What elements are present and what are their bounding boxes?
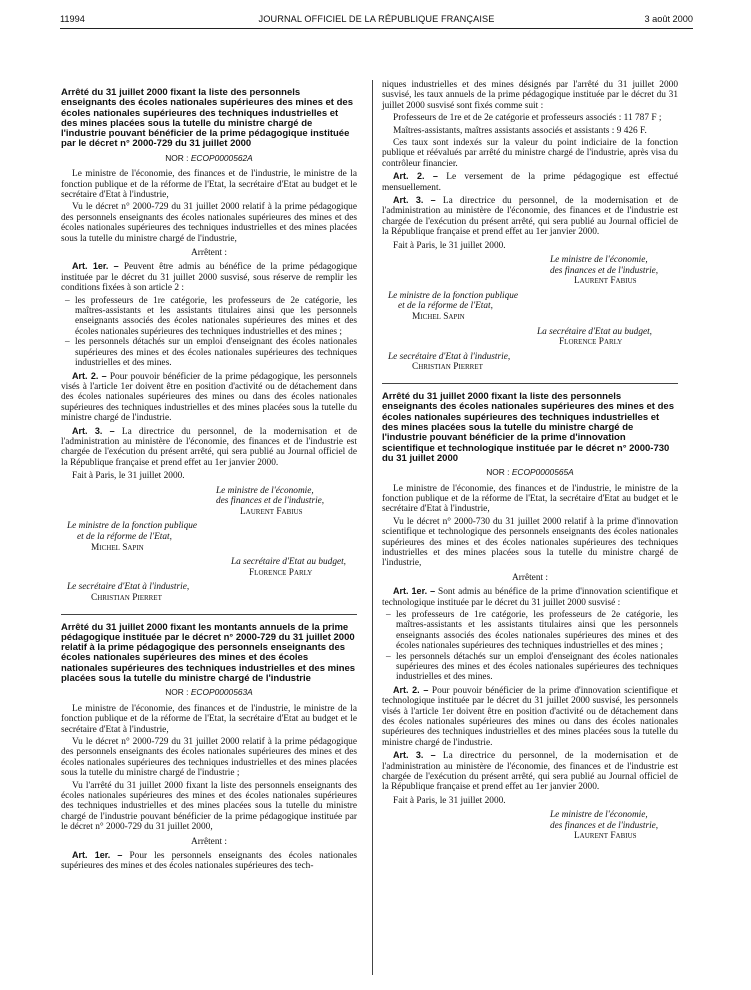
article-2 bbox=[61, 371, 357, 424]
signing-place: Fait à Paris, le 31 juillet 2000. bbox=[393, 795, 506, 806]
paragraph: niques industrielles et des mines désignés par l'arrêté du 31 juillet 2000 susvisé, les taux annuels de la prime pédagogique instituée par le décret du 31 juillet 2000 susvisé sont fixés comme suit : bbox=[382, 80, 678, 111]
signature-industry bbox=[382, 352, 678, 373]
paragraph: Ces taux sont indexés sur la valeur du point indiciaire de la fonction publique et réévalués par arrêté du ministre chargé de l'industrie, après visa du contrôleur financier. bbox=[382, 138, 678, 169]
signature-role: des finances et de l'industrie, bbox=[216, 496, 325, 507]
signature-minister-economy bbox=[382, 810, 678, 842]
signature-role: et de la réforme de l'Etat, bbox=[398, 301, 493, 312]
article-label: Art. 3. – bbox=[393, 750, 436, 761]
signature-name: Laurent Fabius bbox=[240, 506, 303, 517]
signature-minister-economy bbox=[382, 255, 678, 287]
article-1 bbox=[61, 850, 357, 872]
article-label: Art. 1er. – bbox=[393, 586, 436, 597]
signature-industry bbox=[61, 582, 357, 603]
article-label: Art. 1er. – bbox=[72, 261, 119, 272]
article-1 bbox=[61, 261, 357, 293]
left-column bbox=[61, 88, 357, 874]
decree-563-continued bbox=[382, 80, 678, 373]
preamble: Le ministre de l'économie, des finances et de l'industrie, le ministre de la fonction publique et de la réforme de l'Etat, la secrétaire d'Etat au budget et le secrétaire d'Etat à l'industrie, bbox=[61, 703, 357, 735]
article-text: Pour les personnels enseignants des écoles nationales supérieures des mines et des écoles nationales supérieures des tech- bbox=[61, 850, 357, 872]
arrete-heading: Arrêtent : bbox=[190, 248, 228, 259]
signature-role: Le ministre de la fonction publique bbox=[388, 290, 519, 301]
signature-name: Laurent Fabius bbox=[574, 831, 637, 842]
article-label: Art. 3. – bbox=[72, 425, 115, 436]
article-text: Pour pouvoir bénéficier de la prime pédagogique, les personnels visés à l'article 1er doivent être en position d'activité ou de détachement dans des écoles nationales supérieures des mines ou dans des écoles nationales supérieures des techniques industrielles et des mines placées sous la tutelle du ministre chargé de l'industrie. bbox=[61, 371, 357, 424]
decree-title: Arrêté du 31 juillet 2000 fixant les montants annuels de la prime pédagogique instituée par le décret n° 2000-729 du 31 juillet 2000 relatif à la prime pédagogique des personnels enseignants des écoles nationales supérieures des mines et des écoles nationales supérieures des techniques industrielles et des mines placées sous la tutelle du ministre chargé de l'industrie bbox=[61, 621, 356, 684]
signature-name: Michel Sapin bbox=[91, 542, 144, 553]
preamble: Le ministre de l'économie, des finances et de l'industrie, le ministre de la fonction publique et de la réforme de l'Etat, la secrétaire d'Etat au budget et le secrétaire d'Etat à l'industrie, bbox=[382, 483, 678, 515]
signature-name: Laurent Fabius bbox=[574, 276, 637, 287]
visa: Vu le décret n° 2000-729 du 31 juillet 2000 relatif à la prime pédagogique des personnels enseignants des écoles nationales supérieures des mines et des écoles nationales supérieures des techniques industrielles et des mines placées sous la tutelle du ministre chargé de l'industrie, bbox=[61, 202, 357, 244]
article-label: Art. 2. – bbox=[393, 171, 438, 182]
article-label: Art. 3. – bbox=[393, 195, 436, 206]
nor-code: ECOP0000565A bbox=[511, 467, 574, 478]
nor-label: NOR : bbox=[165, 152, 189, 163]
signature-budget bbox=[61, 557, 357, 578]
signature-role: Le ministre de l'économie, bbox=[550, 810, 648, 821]
signature-name: Michel Sapin bbox=[412, 312, 465, 323]
signature-role: Le ministre de la fonction publique bbox=[67, 521, 198, 532]
signing-place: Fait à Paris, le 31 juillet 2000. bbox=[72, 471, 185, 482]
list-item: – les professeurs de 1re catégorie, les professeurs de 2e catégorie, les maîtres-assistants et les assistants titulaires ainsi que les personnels enseignants associés des écoles nationales supérieures des mines et des écoles nationales supérieures des techniques industrielles et des mines ; bbox=[75, 296, 357, 338]
article-label: Art. 2. – bbox=[393, 684, 429, 695]
article-text: Pour pouvoir bénéficier de la prime d'innovation scientifique et technologique instituée par le décret du 31 juillet 2000 susvisé, les personnels visés à l'article 1er doivent être en position d'activité ou de détachement dans des écoles nationales supérieures des mines ou dans des écoles nationales supérieures des techniques industrielles et des mines placées sous la tutelle du ministre chargé de l'industrie. bbox=[382, 685, 679, 748]
journal-title: JOURNAL OFFICIEL DE LA RÉPUBLIQUE FRANÇAISE bbox=[258, 14, 495, 24]
signature-minister-economy bbox=[61, 486, 357, 518]
signature-role: La secrétaire d'Etat au budget, bbox=[537, 326, 652, 337]
signature-budget bbox=[382, 327, 678, 348]
article-text: Sont admis au bénéfice de la prime d'innovation scientifique et technologique instituée par le décret du 31 juillet 2000 susvisé : bbox=[382, 587, 678, 608]
column-divider bbox=[372, 80, 373, 975]
decree-separator bbox=[382, 383, 678, 384]
article-2 bbox=[382, 685, 678, 748]
list-item: – les personnels détachés sur un emploi d'enseignant des écoles nationales supérieures des mines et des écoles nationales supérieures des techniques industrielles et des mines. bbox=[75, 337, 357, 368]
article-text: La directrice du personnel, de la modernisation et de l'administration au ministère de l'économie, des finances et de l'industrie est chargée de l'exécution du présent arrêté, qui sera publié au Journal officiel de la République française et prend effet au 1er janvier 2000. bbox=[61, 426, 358, 468]
article-text: Le versement de la prime pédagogique est effectué mensuellement. bbox=[382, 172, 679, 193]
nor-code: ECOP0000562A bbox=[190, 152, 253, 163]
article-1 bbox=[382, 586, 678, 608]
signature-role: et de la réforme de l'Etat, bbox=[77, 531, 172, 542]
decree-562 bbox=[61, 88, 357, 604]
list-item: – les professeurs de 1re catégorie, les professeurs de 2e catégorie, les maîtres-assistants et les assistants titulaires ainsi que les personnels enseignants associés des écoles nationales supérieures des mines et des écoles nationales supérieures des techniques industrielles et des mines ; bbox=[396, 610, 678, 652]
issue-date: 3 août 2000 bbox=[644, 14, 693, 24]
preamble: Le ministre de l'économie, des finances et de l'industrie, le ministre de la fonction publique et de la réforme de l'Etat, la secrétaire d'Etat au budget et le secrétaire d'Etat à l'industrie, bbox=[61, 169, 357, 200]
decree-563 bbox=[61, 623, 357, 872]
page-number: 11994 bbox=[60, 14, 85, 24]
right-column bbox=[382, 80, 678, 846]
nor-reference bbox=[382, 467, 678, 477]
arrete-heading: Arrêtent : bbox=[190, 836, 228, 847]
nor-label: NOR : bbox=[165, 687, 189, 698]
nor-reference bbox=[61, 687, 357, 697]
article-2 bbox=[382, 171, 678, 193]
nor-code: ECOP0000563A bbox=[190, 687, 253, 698]
signature-role: des finances et de l'industrie, bbox=[550, 265, 659, 276]
rate-professors: Professeurs de 1re et de 2e catégorie et professeurs associés : 11 787 F ; bbox=[393, 113, 662, 124]
visa: Vu le décret n° 2000-729 du 31 juillet 2000 relatif à la prime pédagogique des personnels enseignants des écoles nationales supérieures des mines et des écoles nationales supérieures des techniques industrielles et des mines placées sous la tutelle du ministre chargé de l'industrie ; bbox=[61, 736, 357, 779]
article-text: La directrice du personnel, de la modernisation et de l'administration au ministère de l'économie, des finances et de l'industrie est chargée de l'exécution du présent arrêté, qui sera publié au Journal officiel de la République française et prend effet au 1er janvier 2000. bbox=[382, 196, 679, 238]
article-text: Peuvent être admis au bénéfice de la prime pédagogique instituée par le décret du 31 juillet 2000 susvisé, sous réserve de remplir les conditions fixées à son article 2 : bbox=[61, 262, 357, 294]
article-label: Art. 2. – bbox=[72, 370, 107, 381]
decree-565 bbox=[382, 392, 678, 842]
article-text: La directrice du personnel, de la modernisation et de l'administration au ministère de l'économie, des finances et de l'industrie est chargée de l'exécution du présent arrêté, qui sera publié au Journal officiel de la République française et prend effet au 1er janvier 2000. bbox=[382, 751, 679, 793]
signature-name: Christian Pierret bbox=[412, 362, 483, 373]
signing-place: Fait à Paris, le 31 juillet 2000. bbox=[393, 240, 506, 251]
signature-name: Florence Parly bbox=[559, 337, 623, 348]
signature-name: Florence Parly bbox=[249, 567, 313, 578]
rate-assistants: Maîtres-assistants, maîtres assistants associés et assistants : 9 426 F. bbox=[393, 125, 647, 136]
signature-role: Le secrétaire d'Etat à l'industrie, bbox=[388, 351, 511, 362]
visa: Vu le décret n° 2000-730 du 31 juillet 2000 relatif à la prime d'innovation scientifique et technologique des personnels enseignants des écoles nationales supérieures des mines et des écoles nationales supérieures des techniques industrielles et des mines placées sous la tutelle du ministre chargé de l'industrie, bbox=[382, 516, 678, 569]
article-label: Art. 1er. – bbox=[72, 849, 123, 860]
signature-role: Le ministre de l'économie, bbox=[216, 485, 314, 496]
signature-minister-public-service bbox=[382, 291, 678, 323]
nor-reference bbox=[61, 153, 357, 163]
visa: Vu l'arrêté du 31 juillet 2000 fixant la liste des personnels enseignants des écoles nationales supérieures des mines et des écoles nationales supérieures des techniques industrielles et des mines placées sous la tutelle du ministre chargé de l'industrie pouvant bénéficier de la prime pédagogique instituée par le décret n° 2000-729 du 31 juillet 2000, bbox=[61, 780, 357, 833]
nor-label: NOR : bbox=[486, 467, 510, 478]
decree-separator bbox=[61, 614, 357, 615]
decree-title: Arrêté du 31 juillet 2000 fixant la liste des personnels enseignants des écoles nationales supérieures des mines et des écoles nationales supérieures des techniques industrielles et des mines placées sous la tutelle du ministre chargé de l'industrie pouvant bénéficier de la prime pédagogique instituée par le décret n° 2000-729 du 31 juillet 2000 bbox=[61, 87, 353, 150]
article-3 bbox=[61, 426, 357, 469]
decree-title: Arrêté du 31 juillet 2000 fixant la liste des personnels enseignants des écoles nationales supérieures des mines et des écoles nationales supérieures des techniques industrielles et des mines placées sous la tutelle du ministre chargé de l'industrie pouvant bénéficier de la prime d'innovation scientifique et technologique instituée par le décret n° 2000-730 du 31 juillet 2000 bbox=[382, 391, 674, 464]
page-header bbox=[60, 14, 693, 28]
signature-role: des finances et de l'industrie, bbox=[550, 820, 659, 831]
signature-role: Le ministre de l'économie, bbox=[550, 255, 648, 266]
article-1-list bbox=[382, 610, 678, 683]
signature-role: La secrétaire d'Etat au budget, bbox=[231, 557, 346, 568]
article-3 bbox=[382, 195, 678, 238]
article-1-list bbox=[61, 296, 357, 369]
signature-role: Le secrétaire d'Etat à l'industrie, bbox=[67, 582, 190, 593]
arrete-heading: Arrêtent : bbox=[511, 572, 549, 583]
signature-minister-public-service bbox=[61, 521, 357, 553]
list-item: – les personnels détachés sur un emploi d'enseignant des écoles nationales supérieures des mines et des écoles nationales supérieures des techniques industrielles et des mines. bbox=[396, 652, 678, 683]
header-rule bbox=[60, 28, 693, 29]
signature-name: Christian Pierret bbox=[91, 592, 162, 603]
article-3 bbox=[382, 750, 678, 793]
